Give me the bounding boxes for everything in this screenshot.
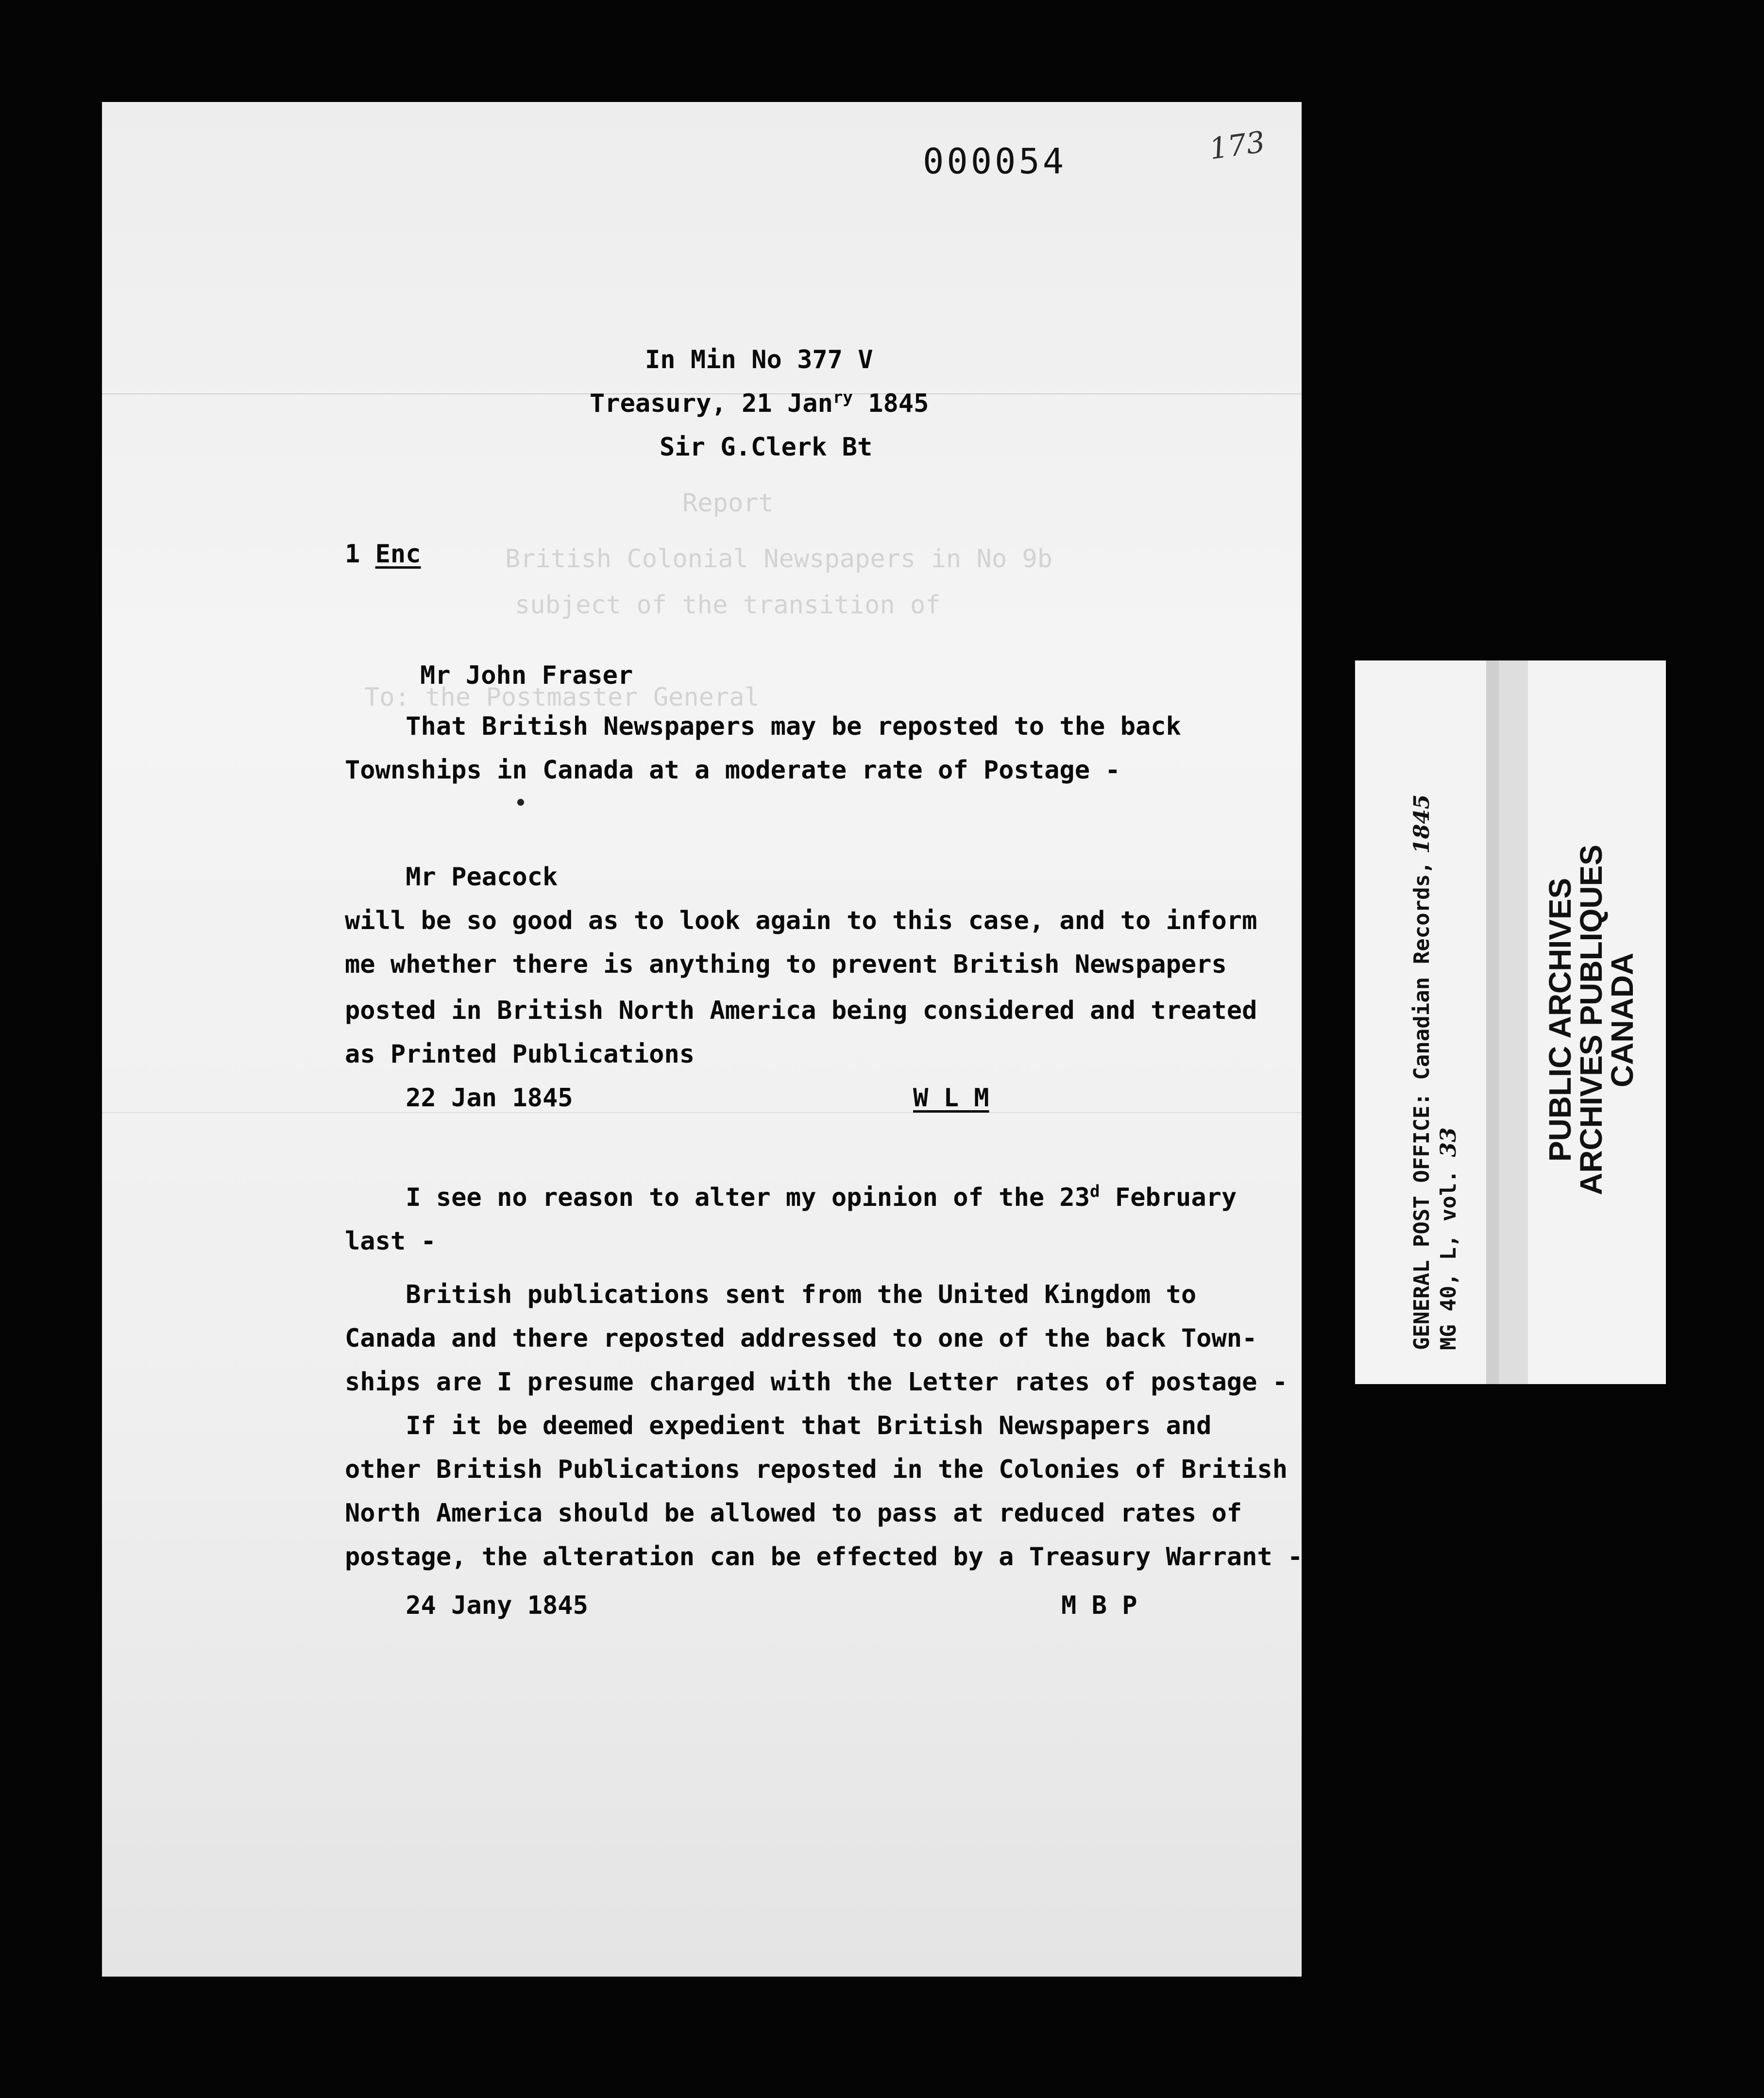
- publications-text-line: ships are I presume charged with the Letter rates of postage -: [345, 1368, 1288, 1397]
- minute-date: 24 Jany 1845: [345, 1591, 588, 1620]
- fonds-year-handwritten: 1845: [1409, 794, 1434, 862]
- publications-text-line: Canada and there reposted addressed to one of the back Town-: [345, 1324, 1257, 1353]
- public-archives-country: CANADA: [1605, 952, 1640, 1087]
- place-date-superscript: ry: [832, 388, 853, 407]
- request-text-line: as Printed Publications: [345, 1040, 695, 1069]
- place-date-text: Treasury, 21 Jan: [590, 389, 833, 418]
- petition-text-line: Townships in Canada at a moderate rate of Postage -: [345, 756, 1120, 785]
- fonds-volume-label: MG 40, L, vol.: [1436, 1157, 1461, 1350]
- opinion-text-line: [345, 1182, 1237, 1212]
- publications-text-line: other British Publications reposted in the Colonies of British: [345, 1455, 1288, 1484]
- enclosure-label: Enc: [375, 540, 421, 569]
- archive-label: [1355, 660, 1666, 1384]
- paper-crease: [102, 1112, 1302, 1113]
- minute-reference: In Min No 377 V: [645, 345, 873, 374]
- opinion-text: I see no reason to alter my opinion of the 23: [345, 1183, 1090, 1212]
- publications-text-line: North America should be allowed to pass at reduced rates of: [345, 1499, 1242, 1528]
- request-text-line: posted in British North America being considered and treated: [345, 996, 1257, 1025]
- ghost-text-line: Report: [682, 489, 774, 518]
- public-archives-stamp: [1544, 748, 1638, 1292]
- fonds-reference: [1408, 680, 1462, 1350]
- handwritten-folio-number: 173: [1207, 125, 1267, 167]
- addressee-name: Mr Peacock: [345, 863, 558, 892]
- opinion-date-superscript: d: [1090, 1182, 1100, 1201]
- publications-text-line: If it be deemed expedient that British Newspapers and: [345, 1411, 1212, 1440]
- enclosure-note: [345, 541, 421, 567]
- public-archives-en: PUBLIC ARCHIVES: [1543, 878, 1577, 1162]
- request-text-line: me whether there is anything to prevent British Newspapers: [345, 950, 1227, 979]
- opinion-text-line: last -: [345, 1227, 436, 1256]
- fonds-title: GENERAL POST OFFICE: Canadian Records,: [1409, 861, 1434, 1350]
- publications-text-line: British publications sent from the United Kingdom to: [345, 1280, 1197, 1309]
- publications-text-line: postage, the alteration can be effected by a Treasury Warrant -: [345, 1542, 1303, 1572]
- ghost-text-line: British Colonial Newspapers in No 9b: [505, 544, 1053, 574]
- label-band: [1499, 660, 1528, 1384]
- opinion-text: February: [1100, 1183, 1237, 1212]
- minute-initials: M B P: [1061, 1591, 1137, 1620]
- fonds-volume-handwritten: 33: [1436, 1127, 1461, 1157]
- document-page: [102, 102, 1302, 1977]
- public-archives-fr: ARCHIVES PUBLIQUES: [1574, 845, 1609, 1195]
- minute-initials: W L M: [913, 1083, 989, 1113]
- addressee: Sir G.Clerk Bt: [660, 433, 873, 462]
- ghost-text-line: To: the Postmaster General: [364, 683, 760, 712]
- label-divider: [1486, 660, 1499, 1384]
- request-text-line: will be so good as to look again to this case, and to inform: [345, 906, 1257, 935]
- place-date-year: 1845: [852, 389, 929, 418]
- folio-stamp-number: 000054: [923, 141, 1067, 182]
- ghost-text-line: subject of the transition of: [515, 591, 941, 620]
- enclosure-count: 1: [345, 540, 375, 569]
- minute-date: 22 Jan 1845: [345, 1083, 573, 1113]
- place-date-line: [590, 388, 929, 418]
- ink-dot: [517, 799, 524, 806]
- petition-text-line: That British Newspapers may be reposted to the back: [345, 712, 1181, 741]
- petitioner-name: Mr John Fraser: [420, 661, 633, 690]
